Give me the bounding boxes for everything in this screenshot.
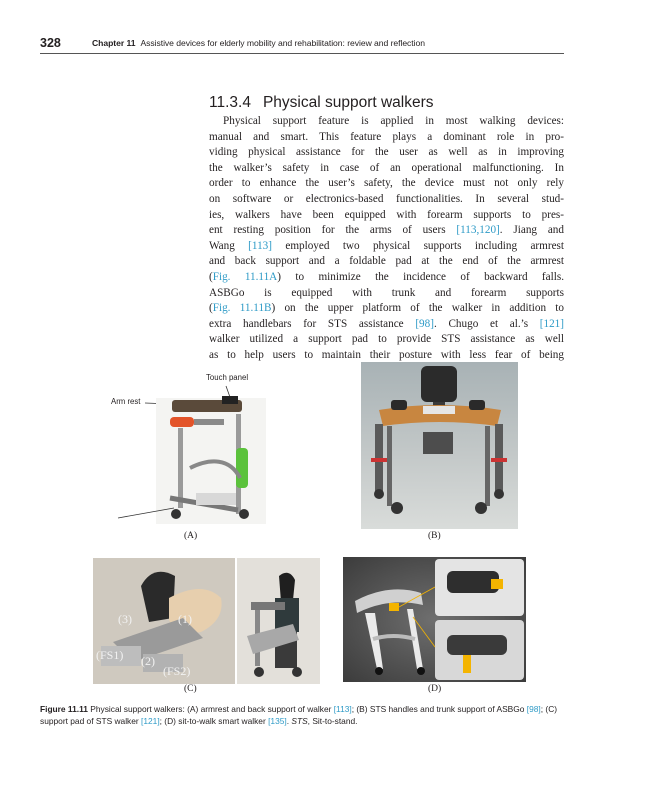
mark-1: (1) (178, 612, 192, 626)
body-line: ies, walkers have been equipped with forearm supports to pres- (209, 208, 564, 221)
body-line: and back support and a foldable pad at the end of the armrest (209, 255, 564, 268)
figure-panel-d (343, 557, 526, 682)
caption-abbr: STS (291, 716, 308, 727)
body-line: Physical support feature is applied in most walking devices: (223, 115, 564, 127)
citation-link[interactable]: [135] (268, 716, 287, 727)
caption-text: , Sit-to-stand. (307, 716, 358, 727)
citation-link[interactable]: [113,120] (456, 224, 500, 237)
body-line: walker utilized a support pad to provide STS assistance as well (209, 333, 564, 346)
running-header (40, 36, 563, 54)
mark-2: (2) (141, 654, 155, 668)
body-line (209, 301, 564, 317)
line-text: . Jiang and (499, 224, 564, 237)
chapter-heading (92, 38, 425, 48)
line-text: ) to minimize the incidence of backward falls. (277, 270, 564, 283)
panel-label-c: (C) (184, 684, 197, 694)
annotation-arm-rest: Arm rest (111, 397, 141, 406)
line-text: . Chugo et al.’s (433, 317, 540, 330)
line-text: Wang (209, 239, 249, 252)
figure-label: Figure 11.11 (40, 704, 88, 714)
line-text: ent resting position for the arms of users (209, 224, 457, 237)
caption-text: . (286, 716, 292, 727)
body-line: the walker’s safety in case of an operational malfunctioning. In (209, 161, 564, 174)
section-heading (209, 94, 434, 112)
line-text: employed two physical supports including armrest (272, 239, 564, 252)
line-text: ( (209, 270, 213, 283)
line-text: ( (209, 302, 213, 315)
citation-link[interactable]: [98] (526, 704, 541, 714)
figure-panel-a (110, 378, 278, 530)
figure-link[interactable]: Fig. 11.11B (212, 302, 272, 315)
mark-3: (3) (118, 612, 132, 626)
header-rule (40, 53, 564, 54)
citation-link[interactable]: [121] (539, 317, 564, 330)
body-line (209, 239, 564, 255)
body-line: order to enhance the user’s safety, the device must not only rely (209, 177, 564, 190)
caption-text: Physical support walkers: (A) armrest and back support of walker (87, 704, 334, 714)
chapter-label: Chapter 11 (92, 38, 136, 48)
body-line: on software or electronics-based functionalities. In several stud- (209, 192, 564, 205)
body-line (209, 270, 564, 286)
section-title: Physical support walkers (262, 94, 434, 111)
figure-panel-b (361, 362, 518, 529)
panel-label-a: (A) (184, 531, 198, 541)
mark-fs1: (FS1) (96, 648, 124, 662)
chapter-title: Assistive devices for elderly mobility and rehabilitation: review and reflection (140, 38, 425, 48)
body-line (209, 317, 564, 333)
caption-text: ; (B) STS handles and trunk support of ASBGo (351, 704, 527, 714)
figure-link[interactable]: Fig. 11.11A (212, 270, 278, 283)
caption-text: ; (C) support pad of STS walker (40, 704, 558, 727)
body-line (209, 223, 564, 239)
citation-link[interactable]: [113] (248, 239, 272, 252)
panel-label-b: (B) (428, 531, 441, 541)
page-number: 328 (40, 36, 61, 50)
section-number: 11.3.4 (209, 94, 251, 111)
caption-text: ; (D) sit-to-walk smart walker (159, 716, 269, 727)
line-text: extra handlebars for STS assistance (209, 317, 416, 330)
body-line: viding physical assistance for the user as well as in improving (209, 146, 564, 159)
line-text: ) on the upper platform of the walker in addition to (271, 302, 564, 315)
citation-link[interactable]: [113] (333, 704, 352, 714)
body-line: manual and smart. This feature plays a dominant role in pro- (209, 130, 564, 143)
panel-label-d: (D) (428, 684, 442, 694)
figure-caption (40, 703, 564, 727)
body-paragraph (209, 114, 564, 364)
body-line: ASBGo is equipped with trunk and forearm supports (209, 286, 564, 299)
mark-fs2: (FS2) (163, 664, 191, 678)
citation-link[interactable]: [98] (415, 317, 434, 330)
citation-link[interactable]: [121] (141, 716, 160, 727)
body-line: as to help users to maintain their posture with less fear of being (209, 348, 564, 361)
annotation-touch-panel: Touch panel (206, 373, 249, 382)
